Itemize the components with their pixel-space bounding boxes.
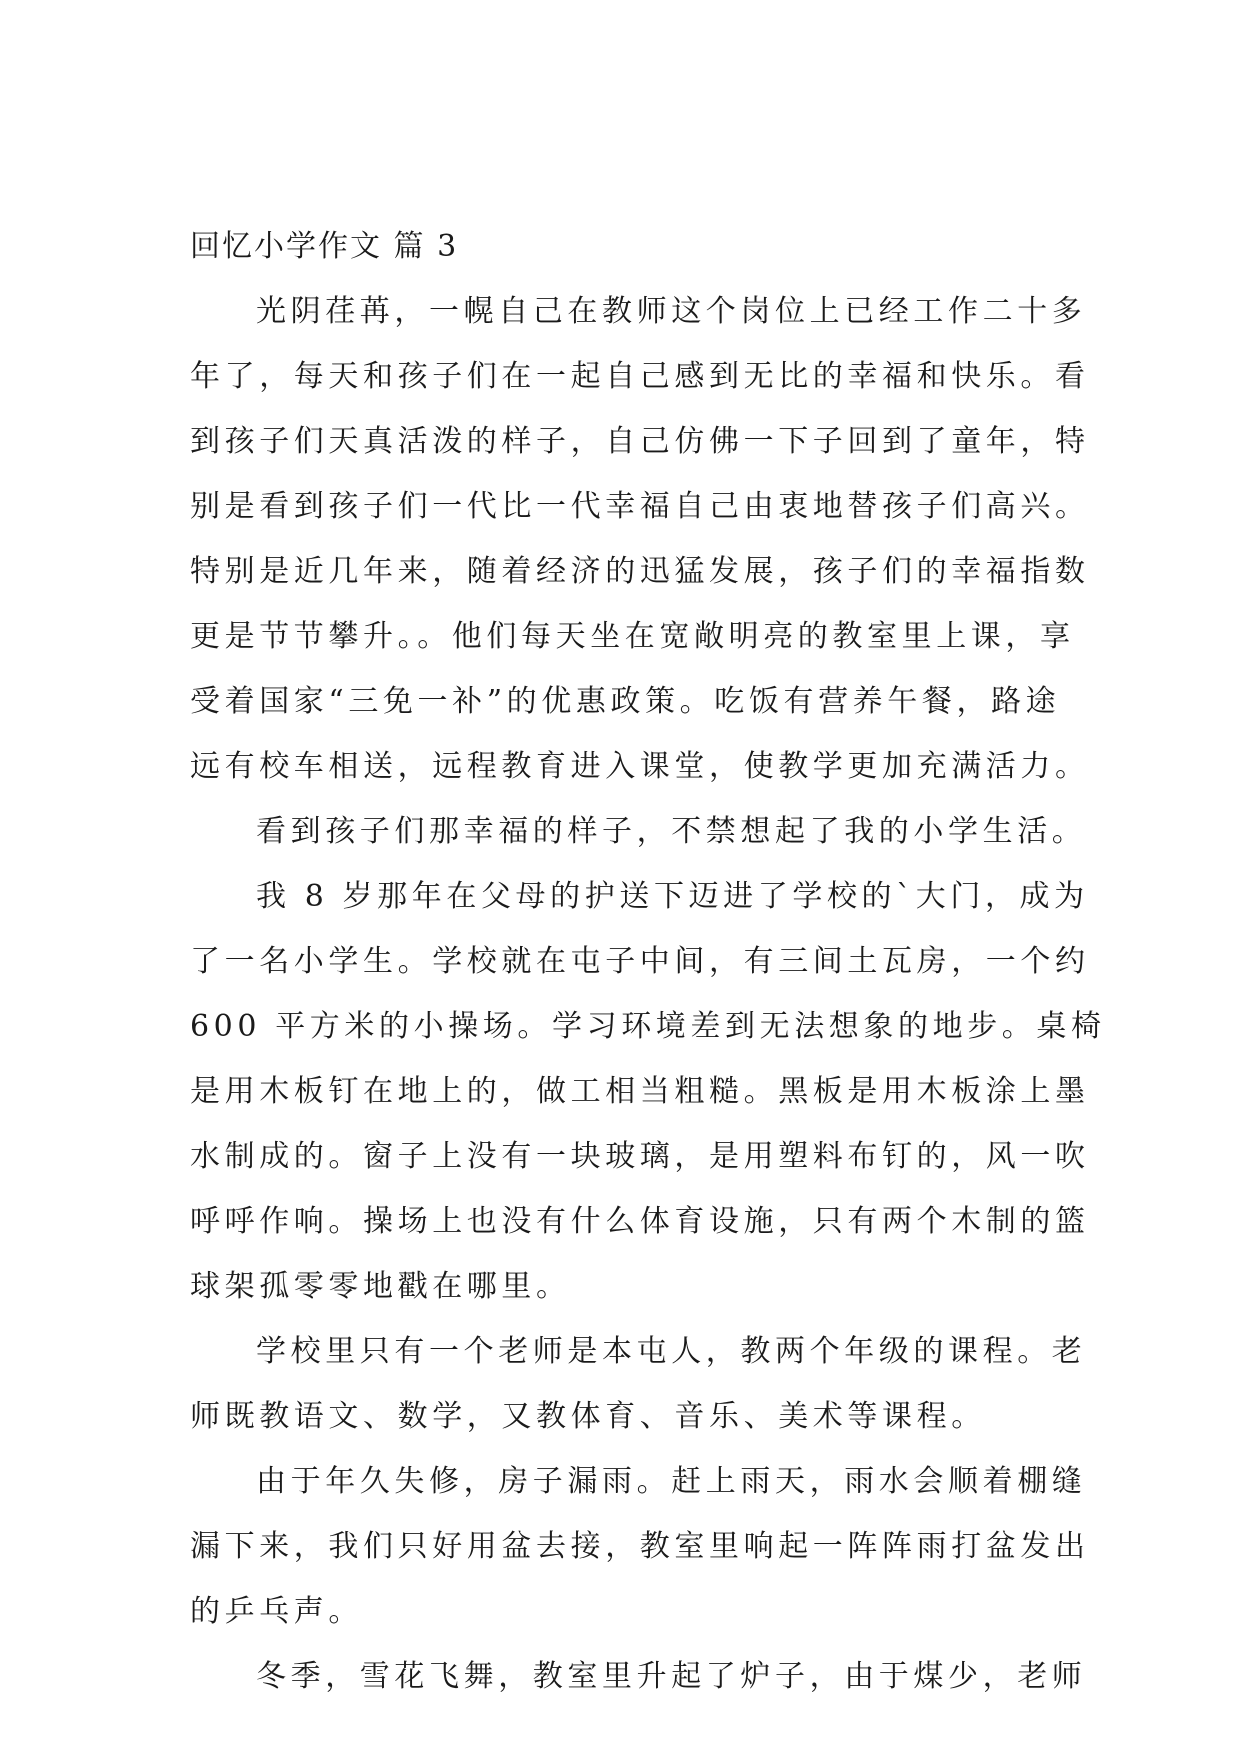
paragraph-line: 师既教语文、数学，又教体育、音乐、美术等课程。 xyxy=(190,1399,986,1434)
paragraph-line: 受着国家“三免一补”的优惠政策。吃饭有营养午餐，路途 xyxy=(190,684,1061,719)
document-body xyxy=(190,214,1106,1709)
paragraph-line: 到孩子们天真活泼的样子，自己仿佛一下子回到了童年，特 xyxy=(190,424,1090,459)
paragraph-line: 我 8 岁那年在父母的护送下迈进了学校的`大门，成为 xyxy=(256,879,1089,914)
paragraph-line: 球架孤零零地戳在哪里。 xyxy=(190,1269,571,1304)
paragraph-line: 的乒乓声。 xyxy=(190,1594,363,1629)
paragraph-line: 呼呼作响。操场上也没有什么体育设施，只有两个木制的篮 xyxy=(190,1204,1090,1239)
paragraph-line: 学校里只有一个老师是本屯人，教两个年级的课程。老 xyxy=(256,1334,1087,1369)
paragraph-line: 水制成的。窗子上没有一块玻璃，是用塑料布钉的，风一吹 xyxy=(190,1139,1090,1174)
paragraph-line: 看到孩子们那幸福的样子，不禁想起了我的小学生活。 xyxy=(256,814,1087,849)
paragraph-line: 漏下来，我们只好用盆去接，教室里响起一阵阵雨打盆发出 xyxy=(190,1529,1090,1564)
paragraph-line: 特别是近几年来，随着经济的迅猛发展，孩子们的幸福指数 xyxy=(190,554,1090,589)
paragraph-line: 是用木板钉在地上的，做工相当粗糙。黑板是用木板涂上墨 xyxy=(190,1074,1090,1109)
paragraph-line: 别是看到孩子们一代比一代幸福自己由衷地替孩子们高兴。 xyxy=(190,489,1090,524)
paragraph-line: 600 平方米的小操场。学习环境差到无法想象的地步。桌椅 xyxy=(190,1009,1106,1044)
paragraph-line: 冬季，雪花飞舞，教室里升起了炉子，由于煤少，老师 xyxy=(256,1659,1087,1694)
paragraph-line: 年了，每天和孩子们在一起自己感到无比的幸福和快乐。看 xyxy=(190,359,1090,394)
paragraph-line: 远有校车相送，远程教育进入课堂，使教学更加充满活力。 xyxy=(190,749,1090,784)
paragraph-line: 由于年久失修，房子漏雨。赶上雨天，雨水会顺着棚缝 xyxy=(256,1464,1087,1499)
document-title: 回忆小学作文 篇 3 xyxy=(190,229,459,264)
paragraph-line: 了一名小学生。学校就在屯子中间，有三间土瓦房，一个约 xyxy=(190,944,1090,979)
paragraph-line: 光阴荏苒，一幌自己在教师这个岗位上已经工作二十多 xyxy=(256,294,1087,329)
paragraph-line: 更是节节攀升。。他们每天坐在宽敞明亮的教室里上课，享 xyxy=(190,619,1075,654)
